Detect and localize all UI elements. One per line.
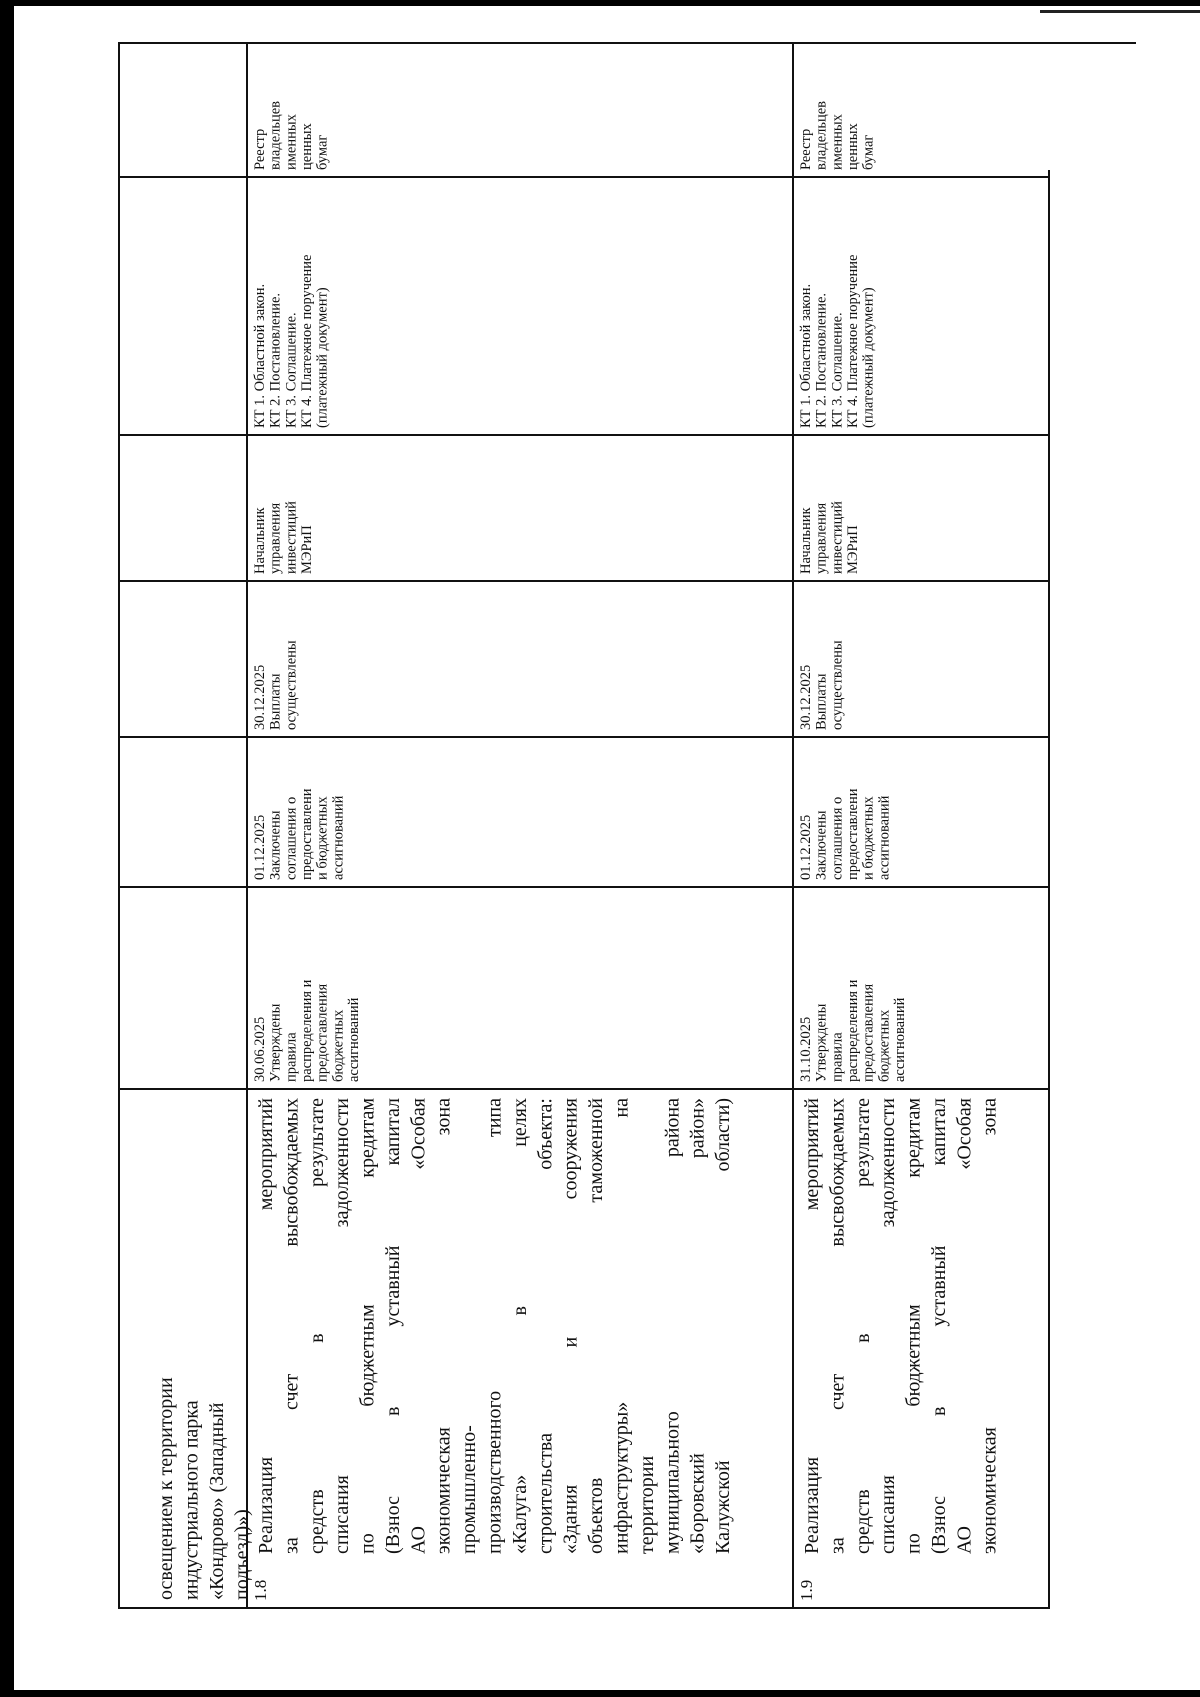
registry-line: ценных (844, 123, 861, 170)
table-line (1048, 170, 1050, 1608)
table-line (118, 42, 1136, 44)
registry-line: владельцев (267, 100, 284, 170)
row-1-8-registry (250, 46, 400, 174)
table-line (118, 42, 120, 1608)
row-1-9-milestone-2: 31.10.2025 Утверждены правила распределения и предоставления бюджетных ассигнований (798, 979, 908, 1082)
table-line (792, 42, 794, 1608)
table-line (118, 434, 1050, 436)
registry-line: Реестр (798, 128, 814, 170)
registry-line: ценных (298, 123, 315, 170)
registry-line: владельцев (813, 100, 830, 170)
row-continued-description: освещением к территории индустриального парка «Кондрово» (Западный подъезд)») (155, 1377, 254, 1600)
row-1-8-description: Реализация мероприятий за счет высвобождаемых средств в результате списания задолженности по бюджетным кредитам (Взнос в уставный капитал АО «Особая экономическая зона промышленно- производственного типа «Калуга» в целях строительства объекта: «Здания и сооружения объектов таможенной инфраструктуры» на территории муниципального района «Боровский район» Калужской области) (255, 1098, 735, 1554)
table-line (118, 176, 1050, 178)
row-1-8-milestone-3: 01.12.2025 Заключены соглашения о предоставлени и бюджетных ассигнований (252, 788, 347, 880)
row-number-1-8: 1.8 (251, 1579, 270, 1601)
table-line (118, 580, 1050, 582)
row-1-8-responsible: Начальник управления инвестиций МЭРиП (252, 501, 315, 574)
registry-line: Реестр (252, 128, 268, 170)
row-1-9-milestone-4: 30.12.2025 Выплаты осуществлены (798, 640, 846, 730)
registry-line: именных (283, 114, 300, 170)
row-number-1-9: 1.9 (797, 1579, 816, 1601)
row-1-8-documents: КТ 1. Областной закон. КТ 2. Постановление. КТ 3. Соглашение. КТ 4. Платежное поручение (платежный документ) (252, 254, 331, 428)
row-1-9-milestone-3: 01.12.2025 Заключены соглашения о предоставлени и бюджетных ассигнований (798, 788, 893, 880)
registry-line: бумаг (860, 134, 877, 170)
table-line (118, 1088, 1050, 1090)
row-1-9-responsible: Начальник управления инвестиций МЭРиП (798, 501, 861, 574)
table-line (118, 1607, 1050, 1609)
row-1-9-registry (796, 46, 946, 174)
row-1-8-milestone-4: 30.12.2025 Выплаты осуществлены (252, 640, 300, 730)
table-line (118, 886, 1050, 888)
registry-line: бумаг (314, 134, 331, 170)
row-1-9-description: Реализация мероприятий за счет высвобождаемых средств в результате списания задолженности по бюджетным кредитам (Взнос в уставный капитал АО «Особая экономическая зона (801, 1098, 1001, 1554)
table-line (118, 736, 1050, 738)
row-1-9-documents: КТ 1. Областной закон. КТ 2. Постановление. КТ 3. Соглашение. КТ 4. Платежное поручение (платежный документ) (798, 254, 877, 428)
row-1-8-milestone-2: 30.06.2025 Утверждены правила распределения и предоставления бюджетных ассигнований (252, 979, 362, 1082)
registry-line: именных (829, 114, 846, 170)
